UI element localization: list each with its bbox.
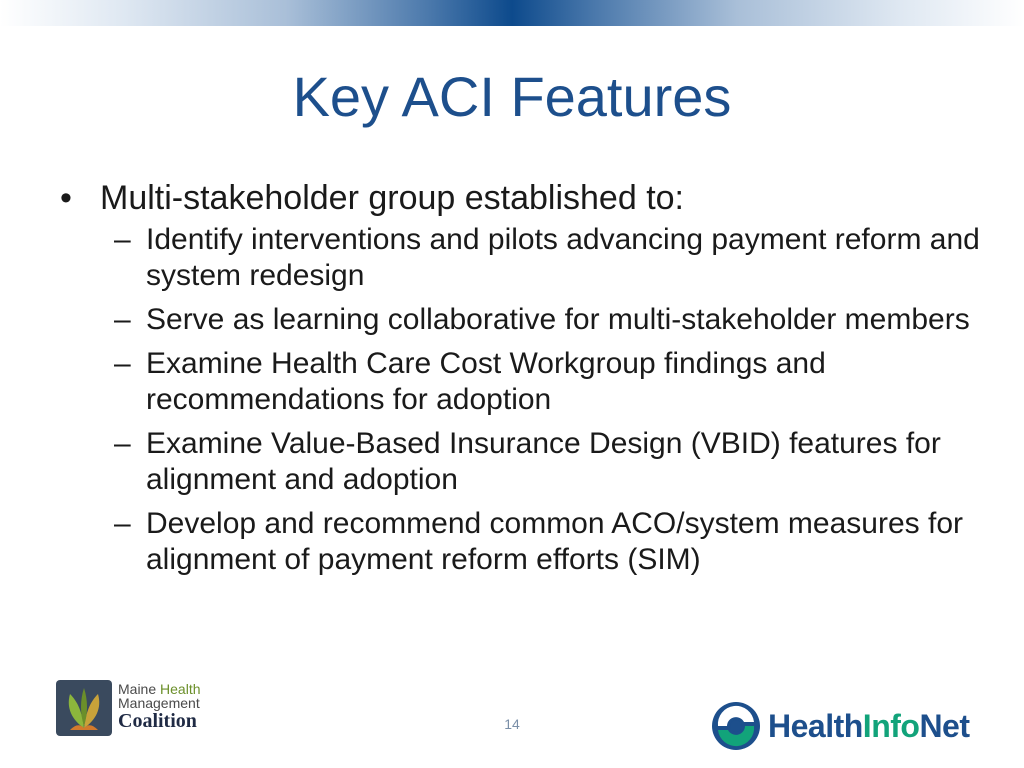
sub-bullet-list bbox=[60, 222, 980, 578]
sub-bullet-marker: – bbox=[114, 427, 131, 460]
sub-bullet-marker: – bbox=[114, 303, 131, 336]
sub-bullet-text: Examine Value-Based Insurance Design (VBID) features for alignment and adoption bbox=[146, 427, 941, 496]
sub-bullet-text: Identify interventions and pilots advancing payment reform and system redesign bbox=[146, 223, 980, 292]
hin-part-info: Info bbox=[862, 708, 920, 744]
sub-bullet-item bbox=[60, 222, 980, 294]
page-number: 14 bbox=[504, 716, 520, 732]
mhmc-line3: Coalition bbox=[118, 710, 197, 732]
sub-bullet-marker: – bbox=[114, 507, 131, 540]
sub-bullet-item bbox=[60, 426, 980, 498]
sub-bullet-text: Serve as learning collaborative for multi-stakeholder members bbox=[146, 303, 970, 336]
sub-bullet-marker: – bbox=[114, 223, 131, 256]
sub-bullet-marker: – bbox=[114, 347, 131, 380]
sub-bullet-item bbox=[60, 346, 980, 418]
sub-bullet-text: Examine Health Care Cost Workgroup findings and recommendations for adoption bbox=[146, 347, 826, 416]
mhmc-line1-a: Maine bbox=[118, 681, 161, 697]
hin-part-net: Net bbox=[919, 708, 970, 744]
sub-bullet-item bbox=[60, 302, 980, 338]
slide-content bbox=[60, 178, 980, 586]
slide-title: Key ACI Features bbox=[292, 65, 732, 128]
bullet-marker: • bbox=[60, 179, 72, 217]
mhmc-line1-b: Health bbox=[160, 681, 201, 697]
hin-part-health: Health bbox=[768, 708, 863, 744]
mhmc-line2: Management bbox=[118, 695, 200, 711]
sub-bullet-text: Develop and recommend common ACO/system measures for alignment of payment reform efforts (SIM) bbox=[146, 507, 963, 576]
healthinfonet-logo bbox=[710, 700, 1010, 752]
healthinfonet-swirl-icon bbox=[710, 700, 762, 752]
bullet-text: Multi-stakeholder group established to: bbox=[100, 179, 684, 217]
sub-bullet-item bbox=[60, 506, 980, 578]
header-gradient-band bbox=[0, 0, 1024, 26]
bullet-item bbox=[60, 178, 980, 218]
healthinfonet-wordmark bbox=[768, 706, 970, 746]
